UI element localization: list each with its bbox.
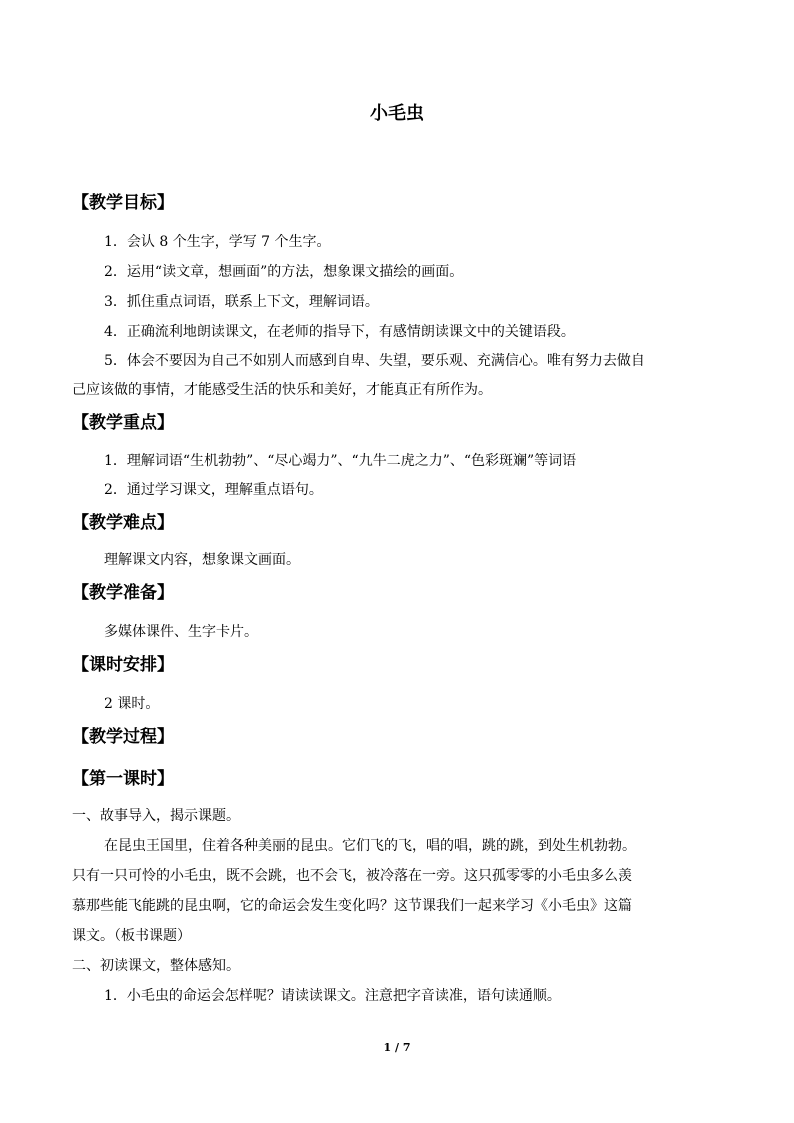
heading-teaching-goals: 【教学目标】	[72, 193, 174, 213]
difficulties-text: 理解课文内容，想象课文画面。	[104, 552, 300, 568]
goal-item-3: 3．抓住重点词语，联系上下文，理解词语。	[104, 294, 379, 310]
goal-item-1: 1．会认 8 个生字，学写 7 个生字。	[104, 234, 331, 250]
section-one-paragraph-line-1: 在昆虫王国里，住着各种美丽的昆虫。它们飞的飞，唱的唱，跳的跳，到处生机勃勃。	[104, 838, 636, 854]
heading-difficulties: 【教学难点】	[72, 513, 174, 533]
heading-key-points: 【教学重点】	[72, 413, 174, 433]
heading-schedule: 【课时安排】	[72, 655, 174, 675]
preparation-text: 多媒体课件、生字卡片。	[104, 624, 258, 640]
key-point-item-1: 1．理解词语“生机勃勃”、“尽心竭力”、“九牛二虎之力”、“色彩斑斓”等词语	[104, 453, 577, 469]
section-two-title: 二、初读课文，整体感知。	[72, 958, 240, 974]
document-title: 小毛虫	[370, 103, 424, 124]
section-one-paragraph-line-2: 只有一只可怜的小毛虫，既不会跳，也不会飞，被冷落在一旁。这只孤零零的小毛虫多么羡	[72, 868, 632, 884]
goal-item-5: 5．体会不要因为自己不如别人而感到自卑、失望，要乐观、充满信心。唯有努力去做自	[104, 353, 645, 369]
page-number: 1 / 7	[383, 1041, 411, 1054]
heading-preparation: 【教学准备】	[72, 583, 174, 603]
schedule-text: 2 课时。	[104, 696, 160, 712]
goal-item-2: 2．运用“读文章，想画面”的方法，想象课文描绘的画面。	[104, 264, 464, 280]
section-two-item-1: 1．小毛虫的命运会怎样呢？请读读课文。注意把字音读准，语句读通顺。	[104, 988, 561, 1004]
goal-item-4: 4．正确流利地朗读课文，在老师的指导下，有感情朗读课文中的关键语段。	[104, 324, 575, 340]
section-one-title: 一、故事导入，揭示课题。	[72, 808, 240, 824]
section-one-paragraph-line-3: 慕那些能飞能跳的昆虫啊，它的命运会发生变化吗？这节课我们一起来学习《小毛虫》这篇	[72, 898, 632, 914]
section-one-paragraph-line-4: 课文。（板书课题）	[72, 928, 191, 944]
goal-item-5-continued: 己应该做的事情，才能感受生活的快乐和美好，才能真正有所作为。	[72, 382, 492, 398]
heading-teaching-process: 【教学过程】	[72, 727, 174, 747]
key-point-item-2: 2．通过学习课文，理解重点语句。	[104, 482, 323, 498]
heading-first-lesson: 【第一课时】	[72, 769, 174, 789]
